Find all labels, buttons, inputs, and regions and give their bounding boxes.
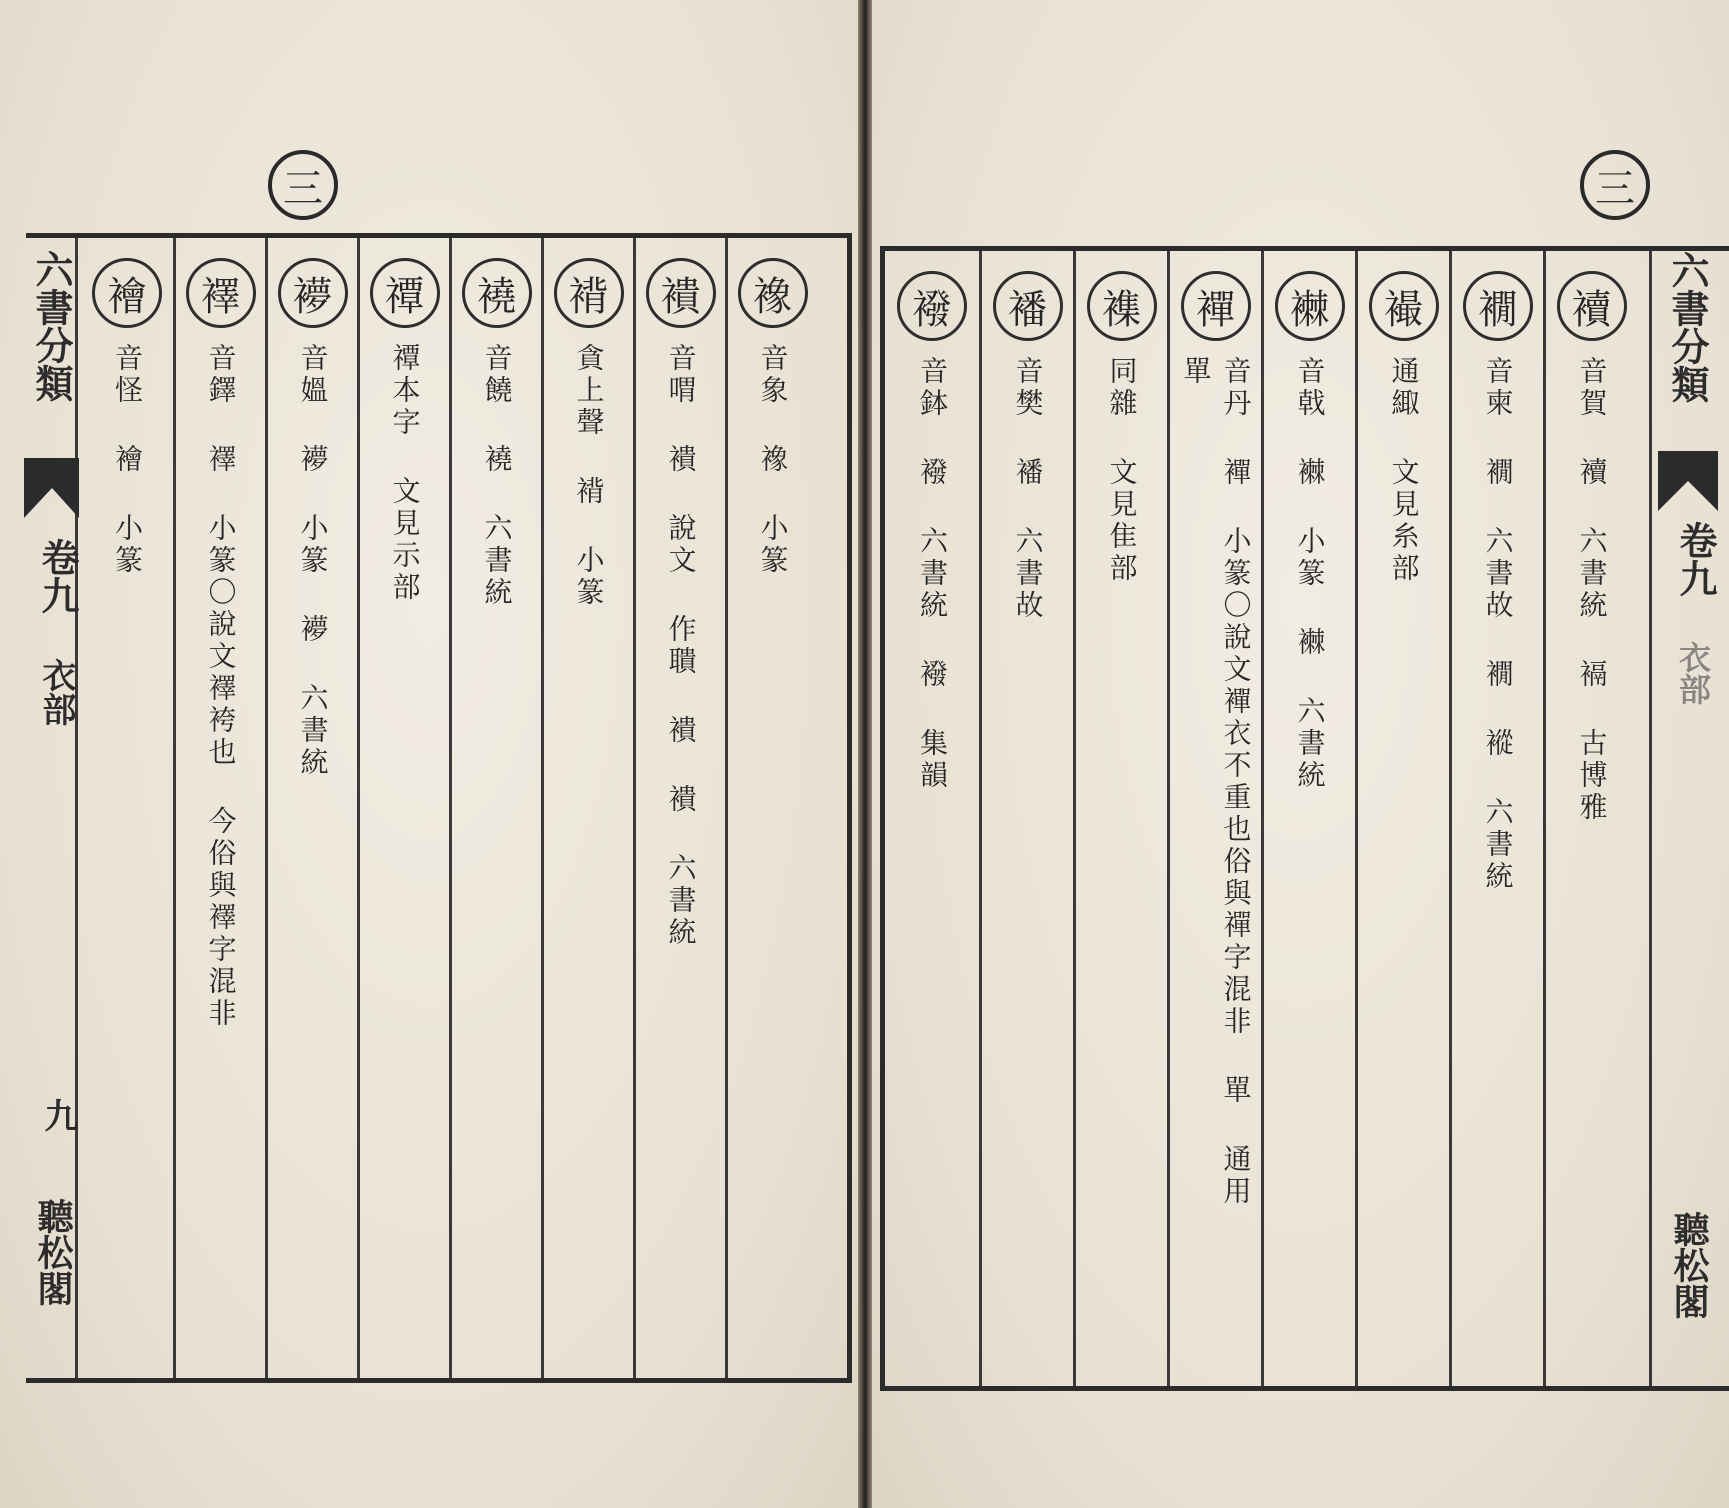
right-publisher: 聽松閣 [1668, 1211, 1710, 1319]
left-page-number: 九 [38, 1098, 78, 1132]
head-char: 襐 [738, 258, 808, 328]
right-col-5 [1167, 251, 1261, 1386]
right-frame [880, 246, 1729, 1391]
head-char: 䙡 [646, 258, 716, 328]
right-page [872, 0, 1729, 1508]
right-col-2 [1449, 251, 1543, 1386]
left-page [0, 0, 858, 1508]
left-col-5 [357, 238, 449, 1378]
head-char: 襊 [1369, 271, 1439, 341]
left-folio-seal [268, 150, 338, 220]
gloss-text: 音怪 襘 小篆 [111, 343, 144, 577]
right-columns [885, 251, 1649, 1386]
head-char: 褙 [554, 258, 624, 328]
left-frame [26, 233, 852, 1383]
left-col-4 [449, 238, 541, 1378]
gloss-text: 通緅 文見糸部 [1387, 356, 1421, 585]
left-col-7 [173, 238, 265, 1378]
gloss-text: 音饒 襓 六書統 [480, 343, 514, 609]
gloss-text: 音賀 襩 六書統 䙐 古博雅 [1575, 356, 1609, 824]
gloss-text: 音喟 䙡 說文 作聵 䙡 䙡 六書統 [664, 343, 698, 949]
right-col-7 [979, 251, 1073, 1386]
gloss-text: 禫本字 文見示部 [388, 343, 422, 604]
head-char: 䙦 [278, 258, 348, 328]
gloss-text: 貪上聲 褙 小篆 [572, 343, 606, 609]
book-gutter [858, 0, 872, 1508]
left-col-1 [725, 238, 817, 1378]
right-folio-mark: 三 [1595, 165, 1635, 212]
gloss-text: 音丹 襌 小篆〇說文襌衣不重也俗與禪字混非 單 通用 單 [1179, 356, 1253, 1245]
head-char: 襎 [993, 271, 1063, 341]
right-col-8 [885, 251, 979, 1386]
left-fishtail-mark [24, 458, 84, 518]
left-section: 衣部 [36, 658, 76, 726]
head-char: 禫 [370, 258, 440, 328]
gloss-text: 音鐸 襗 小篆〇說文襗袴也 今俗與襗字混非 [204, 343, 238, 1030]
right-col-3 [1355, 251, 1449, 1386]
head-char: 襉 [1463, 271, 1533, 341]
left-publisher: 聽松閣 [32, 1198, 74, 1306]
right-volume: 卷九 [1673, 521, 1718, 597]
left-volume: 卷九 [35, 538, 80, 614]
left-col-3 [541, 238, 633, 1378]
right-margin-banner [1649, 251, 1729, 1386]
head-char: 襗 [186, 258, 256, 328]
gloss-text: 音樊 襎 六書故 [1011, 356, 1045, 622]
left-margin-banner [26, 238, 78, 1378]
head-char: 襏 [897, 271, 967, 341]
head-char: 襍 [1087, 271, 1157, 341]
right-fishtail-mark [1658, 451, 1718, 511]
gloss-text: 音柬 襉 六書故 襉 䙕 六書統 [1481, 356, 1515, 893]
right-col-6 [1073, 251, 1167, 1386]
left-col-2 [633, 238, 725, 1378]
gloss-text: 音象 襐 小篆 [756, 343, 790, 577]
gloss-text: 音戟 襋 小篆 襋 六書統 [1293, 356, 1327, 792]
left-col-8 [81, 238, 173, 1378]
right-book-title: 六書分類 [1665, 251, 1710, 403]
right-section: 衣部 [1674, 641, 1712, 705]
left-book-title: 六書分類 [29, 250, 74, 402]
gloss-text: 同雜 文見隹部 [1105, 356, 1139, 585]
left-columns [81, 238, 847, 1378]
head-char: 襩 [1557, 271, 1627, 341]
head-char: 襘 [92, 258, 162, 328]
gloss-text: 音鉢 襏 六書統 襏 集韻 [916, 356, 949, 792]
gloss-text: 音媼 䙦 小篆 䙦 六書統 [296, 343, 330, 779]
left-folio-mark: 三 [283, 165, 323, 212]
right-col-1 [1543, 251, 1637, 1386]
head-char: 襓 [462, 258, 532, 328]
right-folio-seal [1580, 150, 1650, 220]
head-char: 襌 [1181, 271, 1251, 341]
right-col-4 [1261, 251, 1355, 1386]
left-col-6 [265, 238, 357, 1378]
head-char: 襋 [1275, 271, 1345, 341]
